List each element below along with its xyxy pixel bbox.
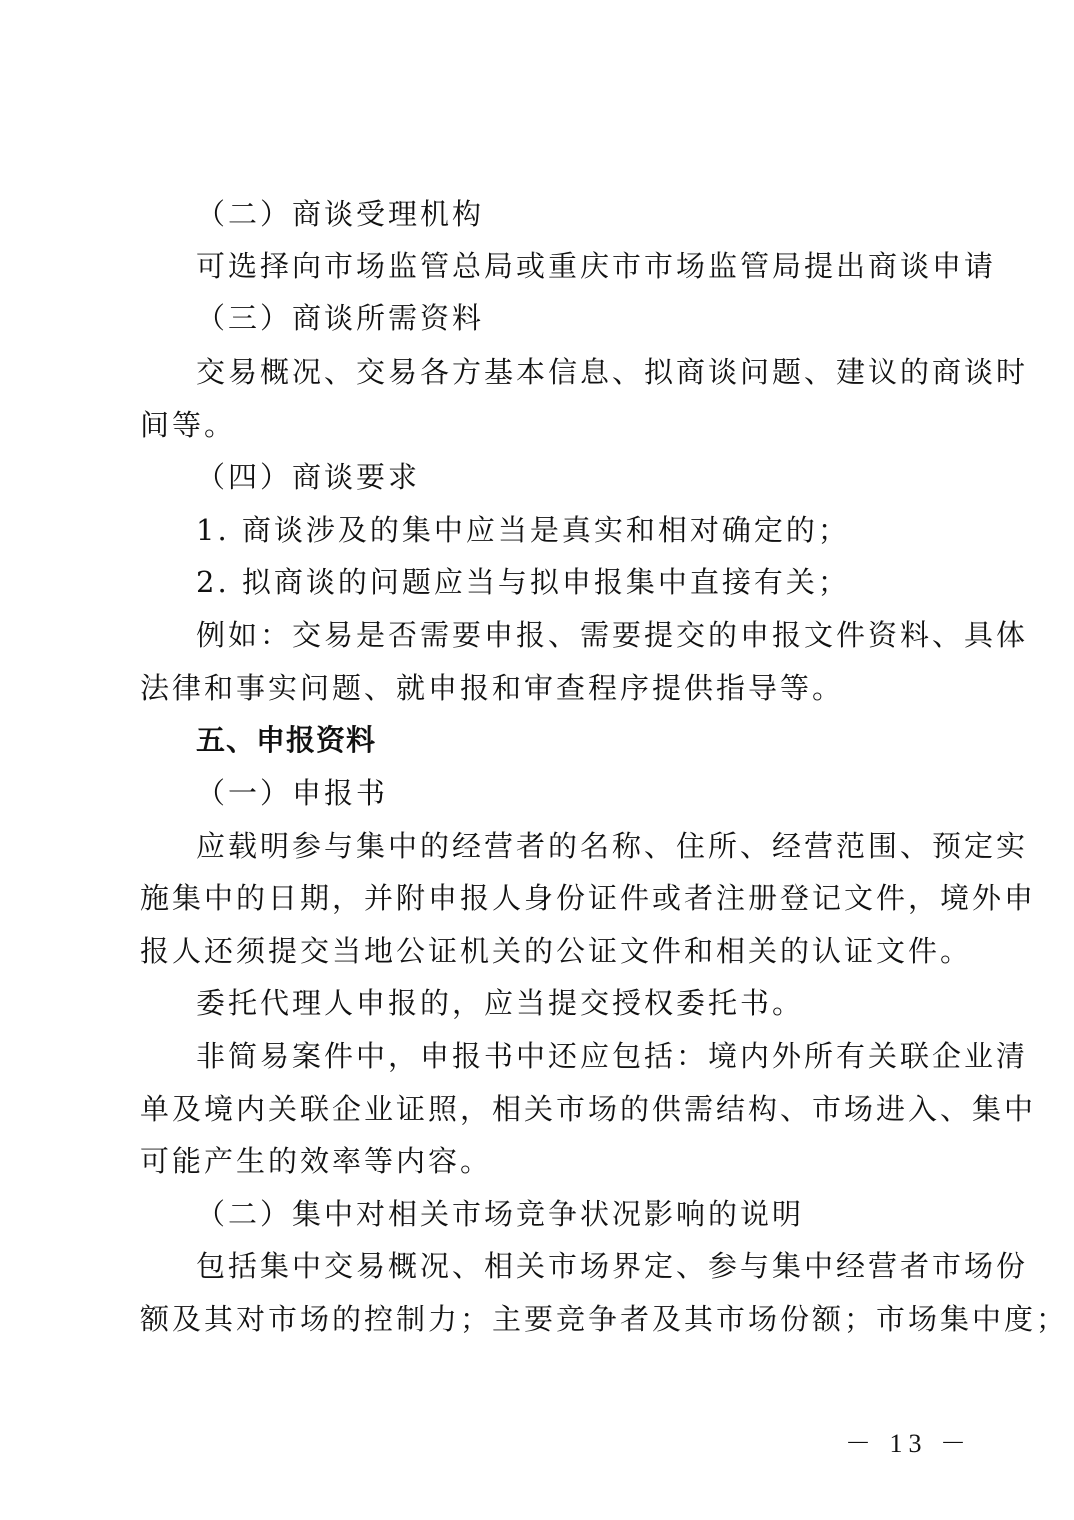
paragraph-line: 应载明参与集中的经营者的名称、住所、经营范围、预定实 xyxy=(196,829,1029,863)
paragraph-line: 报人还须提交当地公证机关的公证文件和相关的认证文件。 xyxy=(140,934,973,968)
paragraph-line: 法律和事实问题、就申报和审查程序提供指导等。 xyxy=(140,671,845,705)
subheading-declaration: （一）申报书 xyxy=(196,776,389,810)
subheading-competition-impact: （二）集中对相关市场竞争状况影响的说明 xyxy=(196,1197,805,1231)
page-number: － 13 － xyxy=(845,1429,973,1458)
paragraph-line: 可选择向市场监管总局或重庆市市场监管局提出商谈申请 xyxy=(196,249,997,283)
subheading-negotiation-materials: （三）商谈所需资料 xyxy=(196,301,485,335)
subheading-negotiation-requirements: （四）商谈要求 xyxy=(196,460,421,494)
section-heading: 五、申报资料 xyxy=(196,723,377,757)
paragraph-line: 交易概况、交易各方基本信息、拟商谈问题、建议的商谈时 xyxy=(196,355,1029,389)
paragraph-line: 例如：交易是否需要申报、需要提交的申报文件资料、具体 xyxy=(196,618,1029,652)
paragraph-line: 包括集中交易概况、相关市场界定、参与集中经营者市场份 xyxy=(196,1249,1029,1283)
paragraph-line: 施集中的日期，并附申报人身份证件或者注册登记文件，境外申 xyxy=(140,881,1037,915)
paragraph-line: 额及其对市场的控制力；主要竞争者及其市场份额；市场集中度； xyxy=(140,1302,1069,1336)
paragraph-line: 委托代理人申报的，应当提交授权委托书。 xyxy=(196,986,805,1020)
list-item: 2. 拟商谈的问题应当与拟申报集中直接有关； xyxy=(196,565,850,599)
list-item: 1. 商谈涉及的集中应当是真实和相对确定的； xyxy=(196,513,850,547)
paragraph-line: 间等。 xyxy=(140,408,237,442)
subheading-negotiation-agency: （二）商谈受理机构 xyxy=(196,197,485,231)
paragraph-line: 非简易案件中，申报书中还应包括：境内外所有关联企业清 xyxy=(196,1039,1029,1073)
paragraph-line: 可能产生的效率等内容。 xyxy=(140,1144,493,1178)
paragraph-line: 单及境内关联企业证照，相关市场的供需结构、市场进入、集中 xyxy=(140,1092,1037,1126)
